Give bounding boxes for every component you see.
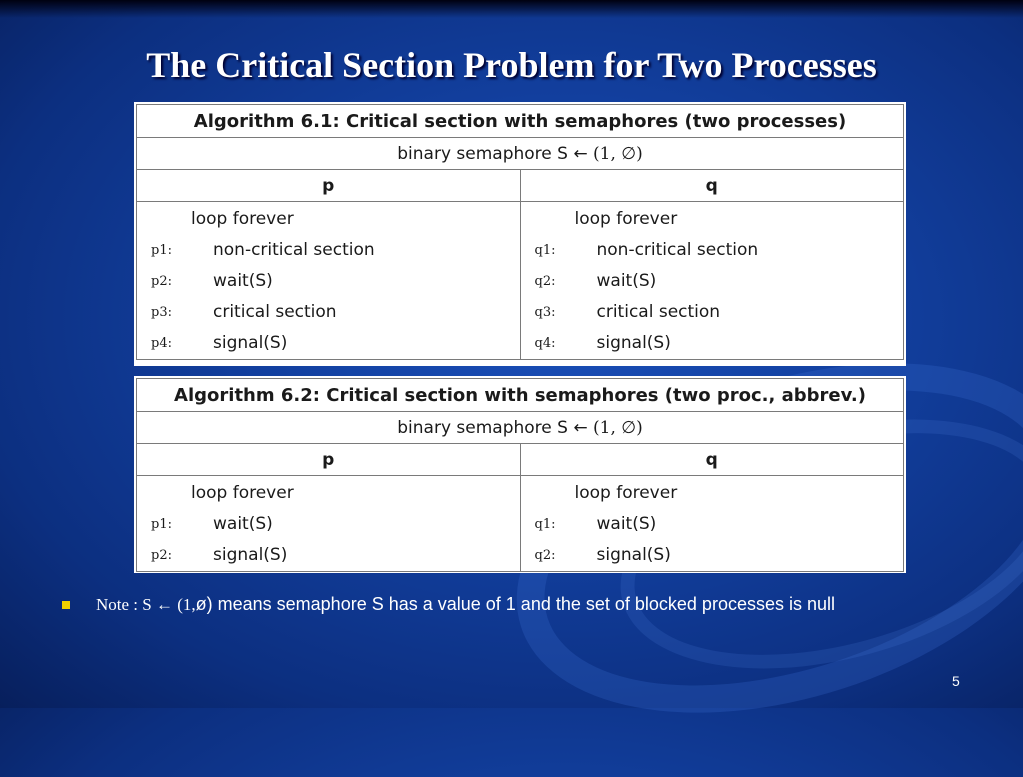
algorithm-header: Algorithm 6.1: Critical section with semaphores (two processes) bbox=[137, 105, 904, 138]
code-line bbox=[137, 540, 520, 571]
line-label: q1: bbox=[534, 243, 556, 258]
line-statement: non-critical section bbox=[596, 240, 759, 260]
code-line bbox=[521, 328, 904, 359]
line-label: q2: bbox=[534, 548, 556, 563]
code-line bbox=[137, 235, 520, 266]
line-label: p1: bbox=[151, 517, 172, 532]
line-label: p1: bbox=[151, 243, 172, 258]
slide-title: The Critical Section Problem for Two Processes bbox=[146, 45, 877, 85]
line-label: p2: bbox=[151, 548, 172, 563]
line-label: q3: bbox=[534, 305, 556, 320]
line-statement: critical section bbox=[213, 302, 337, 322]
page-number: 5 bbox=[952, 673, 960, 689]
bullet-square-icon bbox=[62, 601, 70, 609]
note-line bbox=[96, 594, 835, 615]
note-rest: ø) means semaphore S has a value of 1 and the set of blocked processes is null bbox=[195, 594, 835, 614]
algorithm-header: Algorithm 6.2: Critical section with semaphores (two proc., abbrev.) bbox=[137, 379, 904, 412]
line-statement: signal(S) bbox=[213, 333, 288, 353]
code-line bbox=[137, 266, 520, 297]
code-line bbox=[137, 328, 520, 359]
column-header-q: q bbox=[520, 444, 904, 476]
line-label: q2: bbox=[534, 274, 556, 289]
column-header-p: p bbox=[137, 170, 521, 202]
line-statement: signal(S) bbox=[596, 545, 671, 565]
semaphore-declaration bbox=[137, 138, 904, 170]
line-statement: wait(S) bbox=[596, 514, 657, 534]
declaration-init: (1, ∅) bbox=[593, 143, 643, 164]
top-band bbox=[0, 0, 1023, 18]
loop-forever-label: loop forever bbox=[191, 209, 294, 229]
loop-forever-label: loop forever bbox=[574, 483, 678, 503]
process-p-code bbox=[137, 476, 521, 572]
note-prefix: Note : S ← (1, bbox=[96, 595, 196, 614]
code-line bbox=[521, 235, 904, 266]
line-statement: wait(S) bbox=[213, 514, 273, 534]
process-q-code bbox=[520, 202, 904, 360]
declaration-text: binary semaphore S ← bbox=[397, 143, 594, 164]
column-header-p: p bbox=[137, 444, 521, 476]
code-line bbox=[521, 509, 904, 540]
declaration-text: binary semaphore S ← bbox=[397, 417, 594, 438]
code-line bbox=[137, 509, 520, 540]
line-statement: wait(S) bbox=[213, 271, 273, 291]
line-label: p2: bbox=[151, 274, 172, 289]
line-statement: wait(S) bbox=[596, 271, 657, 291]
line-label: q4: bbox=[534, 336, 556, 351]
code-line bbox=[137, 297, 520, 328]
algorithm-6-1-table bbox=[134, 102, 906, 366]
line-label: q1: bbox=[534, 517, 556, 532]
loop-forever-label: loop forever bbox=[191, 483, 294, 503]
algorithm-6-2-table bbox=[134, 376, 906, 573]
code-line bbox=[521, 297, 904, 328]
line-label: p3: bbox=[151, 305, 172, 320]
code-line bbox=[521, 540, 904, 571]
code-line bbox=[521, 266, 904, 297]
line-statement: non-critical section bbox=[213, 240, 375, 260]
line-statement: critical section bbox=[596, 302, 721, 322]
column-header-q: q bbox=[520, 170, 904, 202]
declaration-init: (1, ∅) bbox=[593, 417, 643, 438]
process-p-code bbox=[137, 202, 521, 360]
process-q-code bbox=[520, 476, 904, 572]
line-statement: signal(S) bbox=[596, 333, 671, 353]
line-label: p4: bbox=[151, 336, 172, 351]
line-statement: signal(S) bbox=[213, 545, 288, 565]
loop-forever-label: loop forever bbox=[574, 209, 678, 229]
semaphore-declaration bbox=[137, 412, 904, 444]
